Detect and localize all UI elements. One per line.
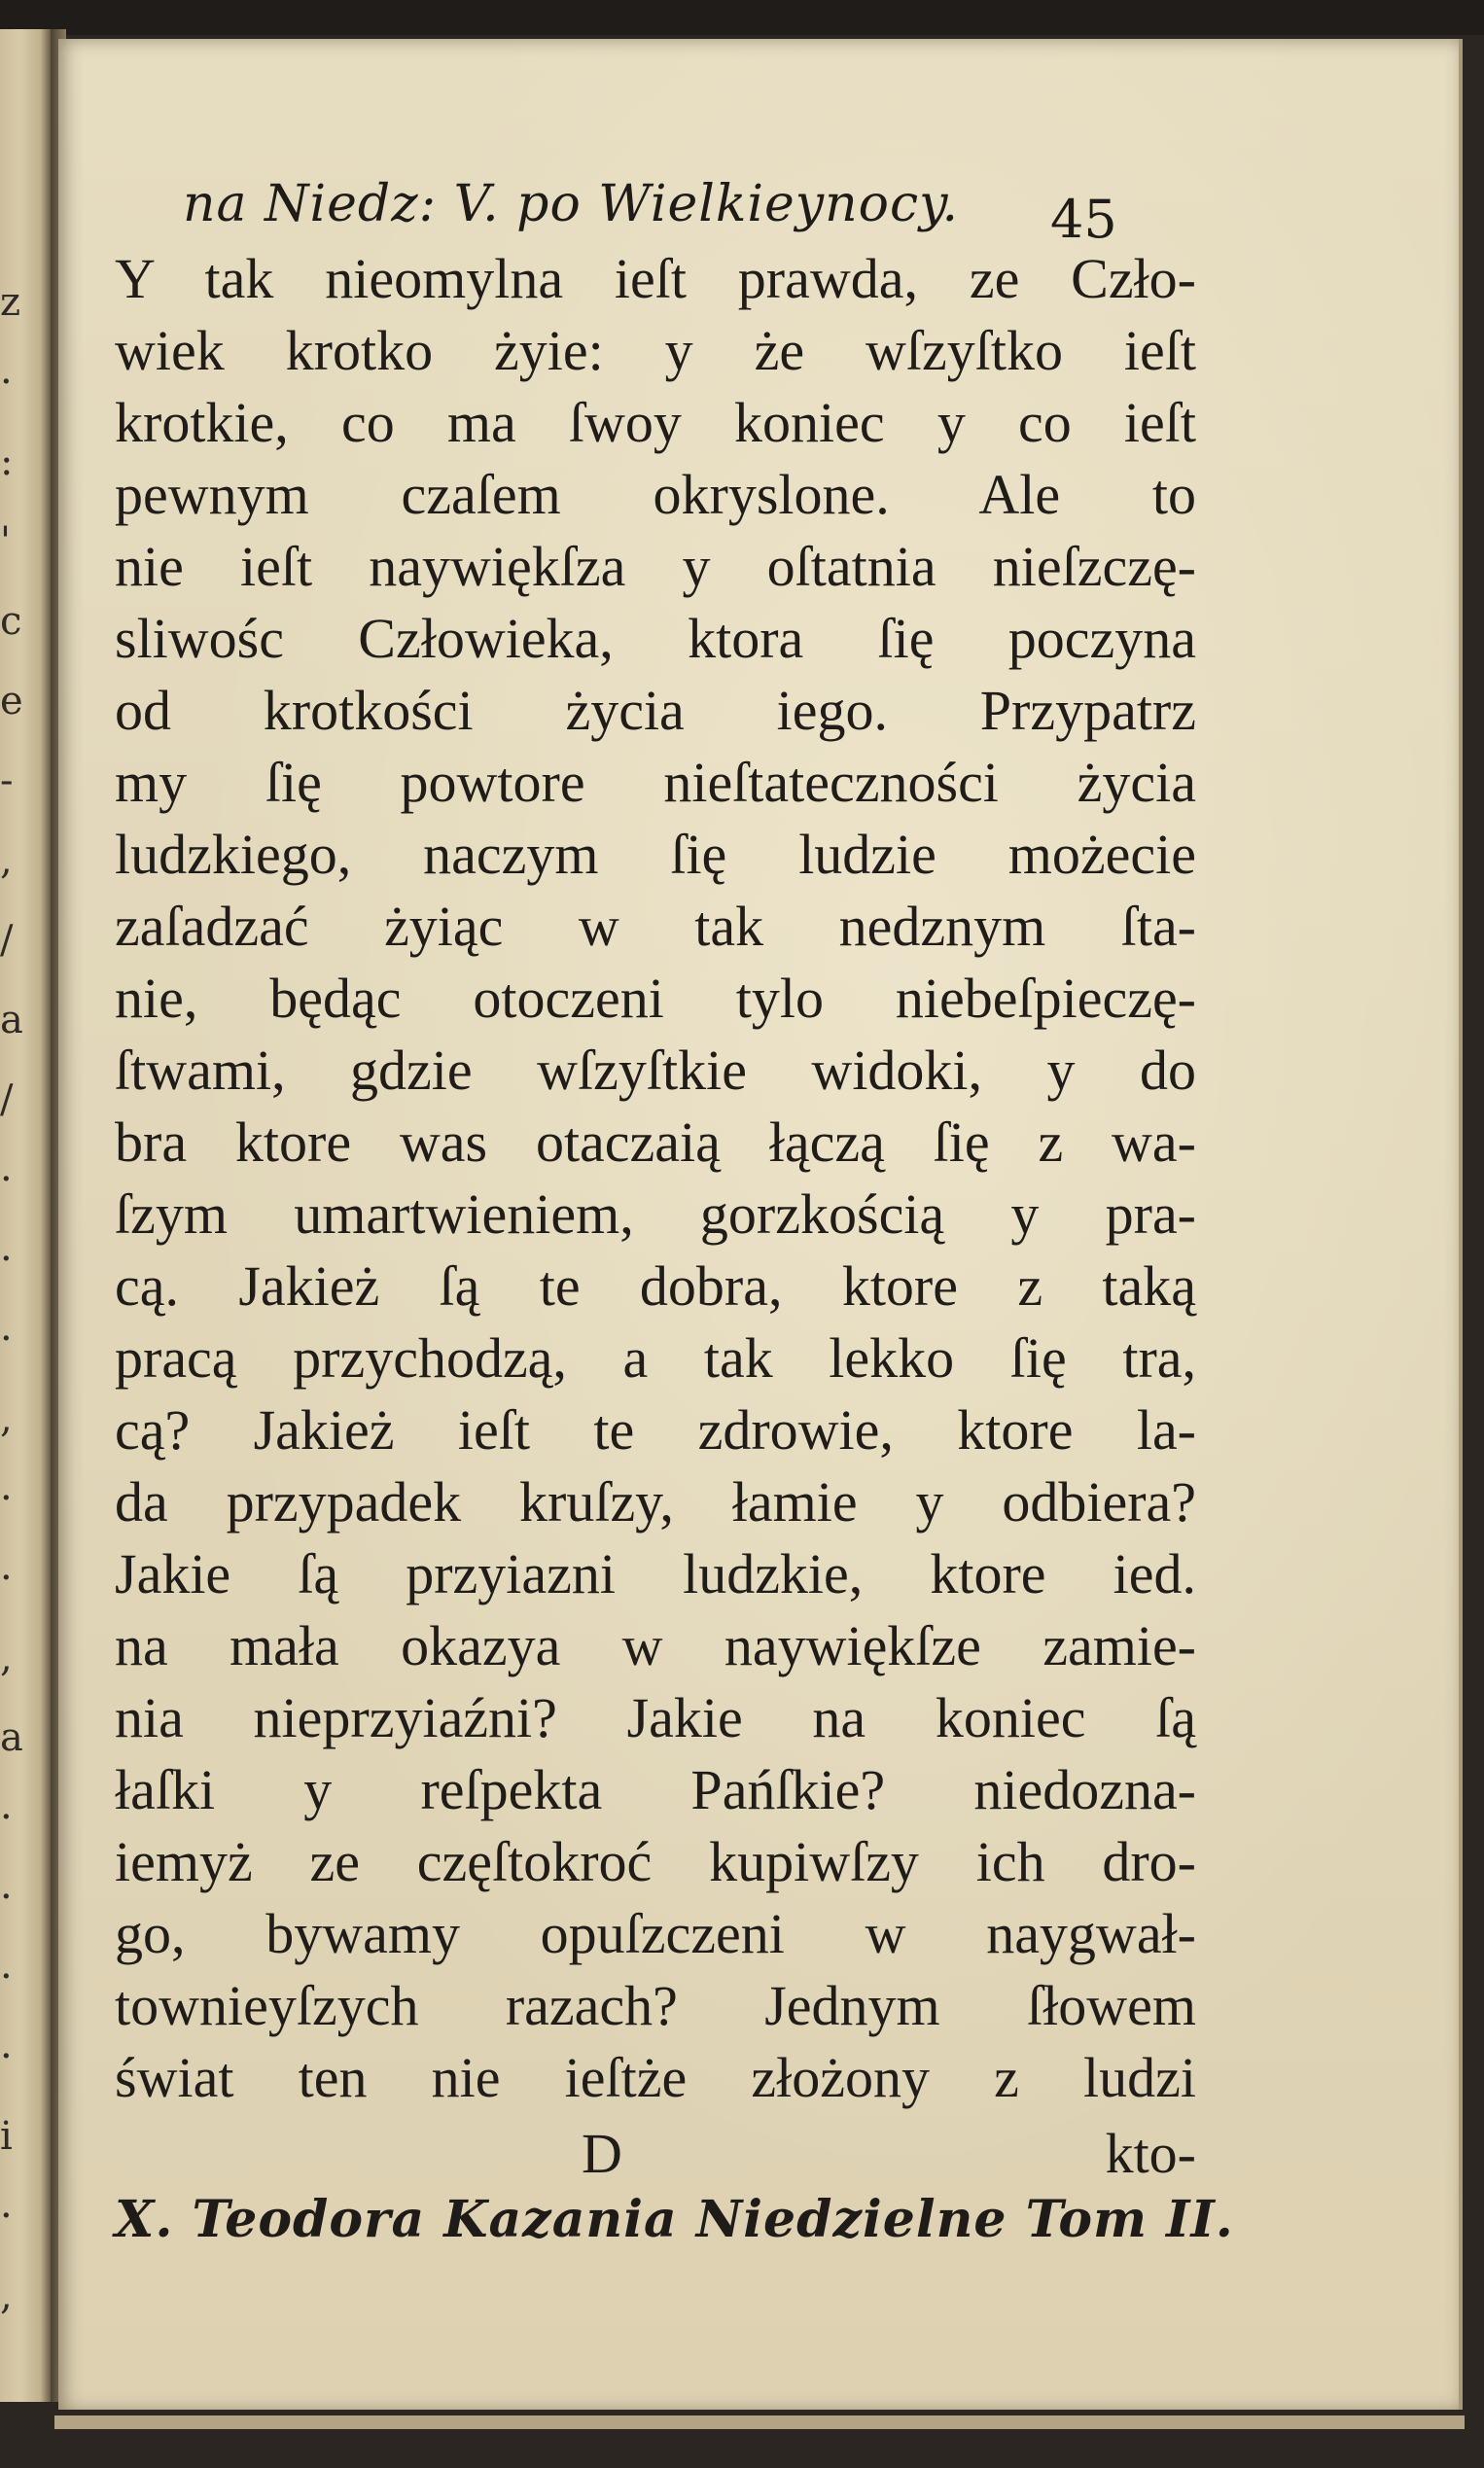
signature-mark: D [582, 2122, 622, 2185]
text-line: sliwośc Człowieka, ktora ſię poczyna [115, 607, 1196, 670]
text-line: cą. Jakież ſą te dobra, ktore z taką [115, 1254, 1196, 1318]
text-line: townieyſzych razach? Jednym ſłowem [115, 1974, 1196, 2037]
page-number: 45 [1050, 189, 1117, 250]
body-text [115, 243, 1196, 2114]
text-line: ſtwami, gdzie wſzyſtkie widoki, y do [115, 1039, 1196, 1102]
facing-page-fragments: z · : ' c e - , / a / · · · , · · , a · · · · i · , [0, 280, 23, 2318]
text-line: cą? Jakież ieſt te zdrowie, ktore la- [115, 1398, 1196, 1462]
text-line: ſzym umartwieniem, gorzkością y pra- [115, 1182, 1196, 1246]
text-line: da przypadek kruſzy, łamie y odbiera? [115, 1470, 1196, 1534]
text-line: od krotkości życia iego. Przypatrz [115, 679, 1196, 742]
text-line: bra ktore was otaczaią łączą ſię z wa- [115, 1111, 1196, 1174]
text-line: pewnym czaſem okryslone. Ale to [115, 463, 1196, 526]
text-line: łaſki y reſpekta Pańſkie? niedozna- [115, 1758, 1196, 1821]
text-line: Y tak nieomylna ieſt prawda, ze Czło- [115, 247, 1196, 310]
scan-bottom-border [0, 2410, 1484, 2468]
text-line: pracą przychodzą, a tak lekko ſię tra, [115, 1326, 1196, 1390]
text-line: wiek krotko żyie: y że wſzyſtko ieſt [115, 319, 1196, 382]
text-line: nia nieprzyiaźni? Jakie na koniec ſą [115, 1686, 1196, 1749]
running-head: na Niedz: V. po Wielkieynocy. [183, 175, 960, 233]
text-line: na mała okazya w naywiękſze zamie- [115, 1614, 1196, 1677]
text-line: iemyż ze częſtokroć kupiwſzy ich dro- [115, 1830, 1196, 1893]
text-line: krotkie, co ma ſwoy koniec y co ieſt [115, 391, 1196, 454]
signature-row [115, 2118, 1196, 2190]
text-line: Jakie ſą przyiazni ludzkie, ktore ied. [115, 1542, 1196, 1605]
text-line: świat ten nie ieſtże złożony z ludzi [115, 2046, 1196, 2109]
page-bottom-edge [54, 2415, 1465, 2429]
text-line: my ſię powtore nieſtateczności życia [115, 751, 1196, 814]
text-line: go, bywamy opuſzczeni w naygwał- [115, 1902, 1196, 1965]
text-line: nie ieſt naywiękſza y oſtatnia nieſzczę- [115, 535, 1196, 598]
text-line: zaſadzać żyiąc w tak nedznym ſta- [115, 895, 1196, 958]
footer-title: X. Teodora Kazania Niedzielne Tom II. [115, 2190, 1234, 2249]
scan-top-border [0, 0, 1484, 35]
facing-page-edge [0, 29, 51, 2402]
text-line: ludzkiego, naczym ſię ludzie możecie [115, 823, 1196, 886]
text-line: nie, będąc otoczeni tylo niebeſpieczę- [115, 967, 1196, 1030]
catchword: kto- [1105, 2122, 1196, 2185]
